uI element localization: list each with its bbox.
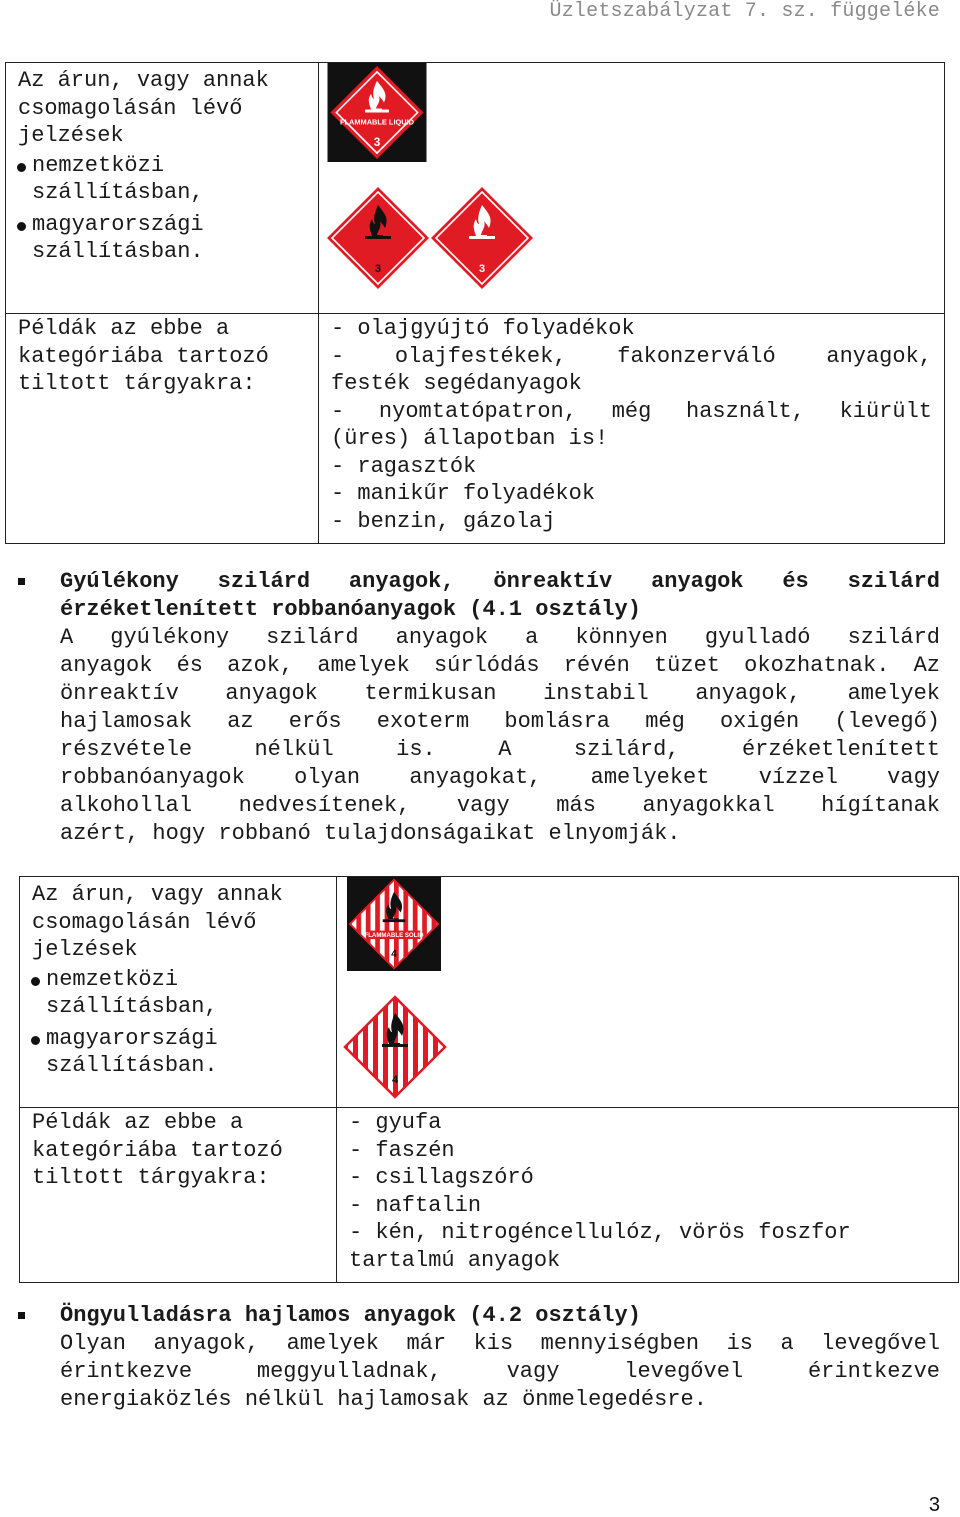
example-item: - csillagszóró: [349, 1165, 534, 1190]
markings-heading: Az árun, vagy annak csomagolásán lévő jelzések: [32, 882, 283, 962]
markings-label-cell: [6, 63, 319, 314]
section-paragraph-line: Olyan anyagok, amelyek már kis mennyiségben is a levegővel: [60, 1331, 940, 1356]
svg-text:3: 3: [374, 263, 382, 275]
list-item: nemzetközi szállításban,: [18, 152, 306, 207]
markings-list: [18, 152, 306, 266]
markings-list: [32, 966, 324, 1080]
section-paragraph-line: azért, hogy robbanó tulajdonságaikat elnyomják.: [60, 821, 681, 846]
flammable-liquid-sign-icon: [327, 63, 427, 162]
list-item: magyarországi szállításban.: [18, 211, 306, 266]
hazard-table-class-3: [5, 62, 945, 544]
section-paragraph-line: A gyúlékony szilárd anyagok a könnyen gyulladó szilárd: [60, 625, 940, 650]
section-title: Öngyulladásra hajlamos anyagok (4.2 osztály): [60, 1303, 641, 1328]
example-item: - olajgyújtó folyadékok: [331, 316, 635, 341]
page-number: 3: [928, 1494, 940, 1516]
flammable-diamond-sign-icon: [325, 185, 431, 291]
example-item: - naftalin: [349, 1192, 482, 1218]
example-item: - olajfestékek, fakonzerváló anyagok,: [331, 343, 932, 369]
examples-label-cell: Példák az ebbe a kategóriába tartozó tiltott tárgyakra:: [20, 1108, 337, 1283]
example-item: - benzin, gázolaj: [331, 508, 556, 534]
table-row-examples: [6, 314, 945, 544]
svg-text:FLAMMABLE SOLID: FLAMMABLE SOLID: [364, 932, 424, 940]
section-paragraph-line: energiaközlés nélkül hajlamosak az önmelegedésre.: [60, 1387, 707, 1412]
flammable-solid-sign-icon: [347, 877, 441, 971]
svg-text:3: 3: [478, 263, 486, 275]
list-item: nemzetközi szállításban,: [32, 966, 324, 1021]
section-paragraph-line: anyagok és azok, amelyek súrlódás révén tüzet okozhatnak. Az: [60, 653, 940, 678]
section-title: érzéketlenített robbanóanyagok (4.1 osztály): [60, 597, 641, 622]
table-row-markings: [20, 877, 959, 1108]
section-paragraph-line: alkohollal nedvesítenek, vagy más anyagokkal hígítanak: [60, 793, 940, 818]
example-item: - manikűr folyadékok: [331, 481, 596, 506]
signs-cell: [319, 63, 945, 314]
svg-text:4: 4: [391, 1074, 399, 1086]
page-header: Üzletszabályzat 7. sz. függeléke: [549, 0, 940, 23]
table-row-examples: [20, 1108, 959, 1283]
example-item: - faszén: [349, 1137, 455, 1163]
section-class-4-1: [60, 568, 940, 848]
example-item: (üres) állapotban is!: [331, 426, 609, 451]
section-paragraph-line: részvétele nélkül is. A szilárd, érzéketlenített: [60, 737, 940, 762]
list-item: magyarországi szállításban.: [32, 1025, 324, 1080]
flammable-solid-diamond-sign-icon: [343, 995, 447, 1099]
example-item: - nyomtatópatron, még használt, kiürült: [331, 398, 932, 424]
example-item: - ragasztók: [331, 453, 477, 479]
markings-label-cell: [20, 877, 337, 1108]
signs-cell: [337, 877, 959, 1108]
examples-list-cell: [337, 1108, 959, 1283]
section-class-4-2: [60, 1302, 940, 1414]
section-paragraph-line: érintkezve meggyulladnak, vagy levegővel érintkezve: [60, 1359, 940, 1384]
example-item: tartalmú anyagok: [349, 1247, 561, 1273]
examples-label-cell: Példák az ebbe a kategóriába tartozó tiltott tárgyakra:: [6, 314, 319, 544]
markings-heading: Az árun, vagy annak csomagolásán lévő jelzések: [18, 68, 269, 148]
svg-text:3: 3: [373, 135, 381, 150]
section-title: Gyúlékony szilárd anyagok, önreaktív anyagok és szilárd: [60, 569, 940, 594]
section-paragraph-line: önreaktív anyagok termikusan instabil anyagok, amelyek: [60, 681, 940, 706]
square-bullet-icon: [18, 1312, 25, 1319]
section-paragraph-line: robbanóanyagok olyan anyagokat, amelyeket vízzel vagy: [60, 765, 940, 790]
hazard-table-class-4: [19, 876, 959, 1283]
examples-list-cell: [319, 314, 945, 544]
example-item: - kén, nitrogéncellulóz, vörös foszfor: [349, 1220, 851, 1245]
table-row-markings: [6, 63, 945, 314]
square-bullet-icon: [18, 578, 25, 585]
flammable-diamond-sign-icon: [429, 185, 535, 291]
example-item: festék segédanyagok: [331, 371, 582, 396]
svg-text:4: 4: [391, 948, 397, 960]
svg-text:FLAMMABLE LIQUID: FLAMMABLE LIQUID: [339, 117, 415, 127]
section-paragraph-line: hajlamosak az erős exoterm bomlásra még oxigén (levegő): [60, 709, 940, 734]
example-item: - gyufa: [349, 1110, 442, 1135]
